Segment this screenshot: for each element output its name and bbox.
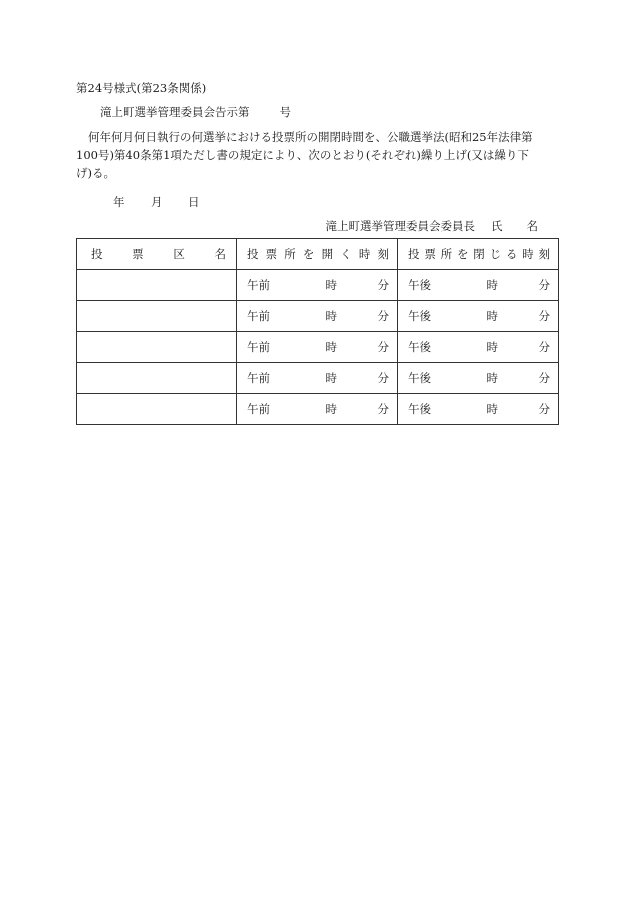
header-char: 名 [214, 247, 226, 261]
date-year: 年 [113, 195, 125, 209]
header-close-time [398, 239, 559, 270]
body-line: 100号)第40条第1項ただし書の規定により、次のとおり(それぞれ)繰り上げ(又は繰り下 [76, 148, 529, 162]
header-char: 投 [91, 247, 103, 261]
district-cell [77, 332, 237, 363]
table-header-row [77, 239, 559, 270]
close-time-cell [398, 332, 559, 363]
close-minute-label: 分 [538, 278, 550, 292]
district-cell [77, 270, 237, 301]
open-time-cell [237, 270, 398, 301]
notice-suffix: 号 [279, 105, 291, 119]
signer-surname-label: 氏 [491, 219, 503, 233]
body-line: 何年何月何日執行の何選挙における投票所の開閉時間を、公職選挙法(昭和25年法律第 [88, 130, 533, 144]
open-time-cell [237, 394, 398, 425]
header-char: 区 [173, 247, 185, 261]
open-period: 午前 [247, 371, 270, 385]
header-char: 所 [440, 247, 453, 261]
header-char: 票 [132, 247, 144, 261]
open-period: 午前 [247, 278, 270, 292]
header-char: 時 [522, 247, 534, 261]
close-hour-label: 時 [486, 340, 498, 354]
signer-line [326, 218, 539, 234]
open-period: 午前 [247, 340, 270, 354]
signer-name-label: 名 [526, 219, 538, 233]
signer-title: 滝上町選挙管理委員会委員長 [325, 219, 475, 233]
district-cell [77, 394, 237, 425]
header-char: 投 [408, 247, 420, 261]
close-time-cell [398, 301, 559, 332]
open-minute-label: 分 [377, 309, 389, 323]
close-minute-label: 分 [538, 340, 550, 354]
close-hour-label: 時 [486, 309, 498, 323]
header-char: 票 [265, 247, 278, 261]
close-hour-label: 時 [486, 371, 498, 385]
close-time-cell [398, 394, 559, 425]
header-district [77, 239, 237, 270]
date-day: 日 [188, 195, 200, 209]
header-open-time [237, 239, 398, 270]
header-char: 投 [247, 247, 259, 261]
header-char: を [456, 247, 469, 261]
close-time-cell [398, 270, 559, 301]
open-period: 午前 [247, 402, 270, 416]
table-row [77, 332, 559, 363]
notice-body [76, 128, 558, 182]
open-minute-label: 分 [377, 402, 389, 416]
close-minute-label: 分 [538, 371, 550, 385]
open-time-cell [237, 332, 398, 363]
open-time-cell [237, 363, 398, 394]
polling-hours-table [76, 238, 559, 425]
table-row [77, 270, 559, 301]
header-char: 刻 [538, 247, 550, 261]
header-char: 開 [321, 247, 334, 261]
close-period: 午後 [408, 309, 431, 323]
table-row [77, 363, 559, 394]
close-hour-label: 時 [486, 278, 498, 292]
open-hour-label: 時 [325, 371, 337, 385]
notice-prefix: 滝上町選挙管理委員会告示第 [100, 105, 250, 119]
header-char: 刻 [377, 247, 389, 261]
district-cell [77, 363, 237, 394]
open-time-cell [237, 301, 398, 332]
district-cell [77, 301, 237, 332]
open-minute-label: 分 [377, 340, 389, 354]
close-minute-label: 分 [538, 402, 550, 416]
header-char: じ [489, 247, 502, 261]
date-month: 月 [151, 195, 163, 209]
open-hour-label: 時 [325, 278, 337, 292]
open-minute-label: 分 [377, 278, 389, 292]
close-period: 午後 [408, 402, 431, 416]
header-char: く [340, 247, 352, 261]
open-period: 午前 [247, 309, 270, 323]
date-line [113, 194, 200, 210]
header-char: を [302, 247, 315, 261]
notice-number-line [100, 104, 291, 120]
close-period: 午後 [408, 340, 431, 354]
open-hour-label: 時 [325, 402, 337, 416]
open-hour-label: 時 [325, 340, 337, 354]
table-row [77, 394, 559, 425]
close-time-cell [398, 363, 559, 394]
body-line: げ)る。 [76, 166, 115, 180]
header-char: 閉 [473, 247, 485, 261]
header-char: 所 [284, 247, 296, 261]
close-period: 午後 [408, 278, 431, 292]
header-char: る [505, 247, 518, 261]
open-minute-label: 分 [377, 371, 389, 385]
header-char: 票 [424, 247, 436, 261]
close-hour-label: 時 [486, 402, 498, 416]
table-row [77, 301, 559, 332]
form-title: 第24号様式(第23条関係) [76, 81, 207, 95]
close-period: 午後 [408, 371, 431, 385]
header-char: 時 [358, 247, 371, 261]
close-minute-label: 分 [538, 309, 550, 323]
open-hour-label: 時 [325, 309, 337, 323]
